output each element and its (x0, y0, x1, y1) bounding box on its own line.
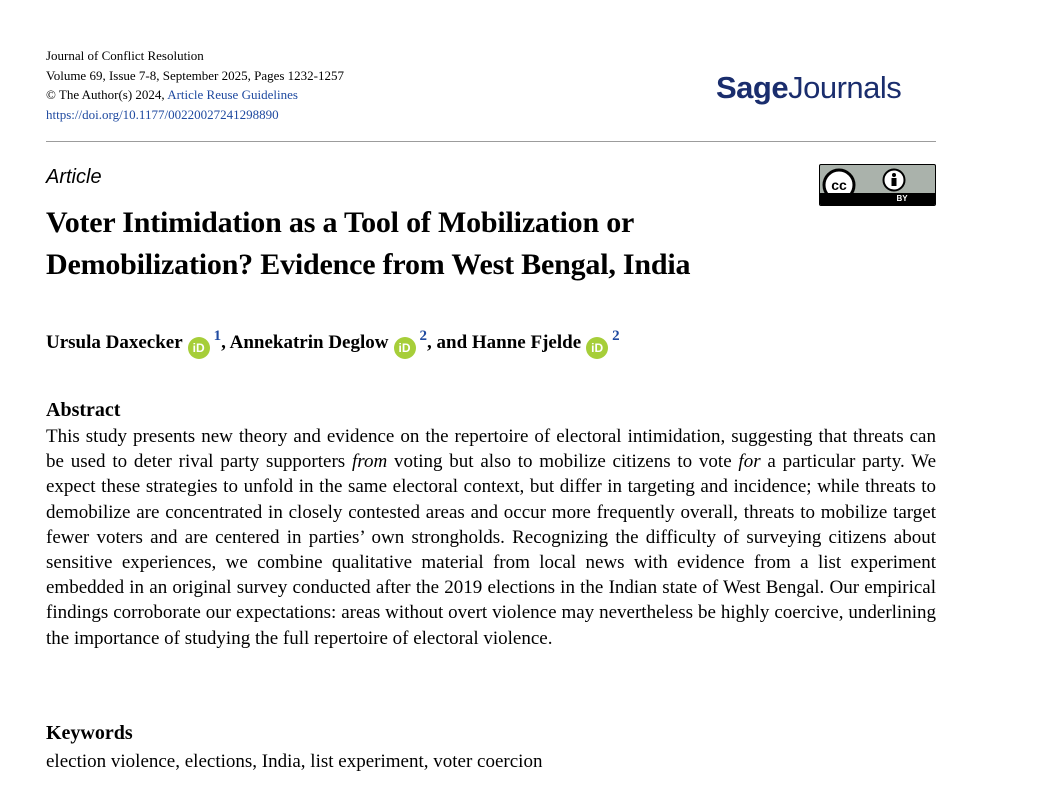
logo-sage: Sage (716, 70, 789, 105)
author-name[interactable]: Annekatrin Deglow (229, 332, 389, 353)
doi-link[interactable]: https://doi.org/10.1177/00220027241298890 (46, 106, 279, 122)
orcid-icon[interactable]: iD (586, 337, 608, 359)
abstract-part: voting but also to mobilize citizens to vote (387, 451, 739, 473)
keywords-heading: Keywords (46, 722, 133, 744)
orcid-icon[interactable]: iD (394, 337, 416, 359)
logo-journals: Journals (788, 70, 902, 105)
reuse-guidelines-link[interactable]: Article Reuse Guidelines (167, 87, 298, 102)
author-separator: , (221, 332, 230, 353)
orcid-icon[interactable]: iD (188, 337, 210, 359)
cc-by-license-badge[interactable] (819, 164, 936, 206)
svg-text:cc: cc (831, 177, 847, 193)
author-name[interactable]: Ursula Daxecker (46, 332, 183, 353)
volume-info: Volume 69, Issue 7-8, September 2025, Pages 1232-1257 (46, 67, 345, 83)
abstract-heading: Abstract (46, 399, 121, 421)
abstract-part: This study presents new theory and evidence on the repertoire of electoral intimidation, suggesting that threats can be used to deter rival party supporters (46, 426, 936, 473)
affiliation-marker[interactable]: 2 (419, 328, 427, 344)
author-name[interactable]: Hanne Fjelde (471, 332, 582, 353)
author-list (46, 328, 620, 359)
affiliation-marker[interactable]: 1 (213, 328, 222, 344)
abstract-text (46, 424, 936, 651)
sage-journals-logo[interactable] (716, 70, 901, 106)
header-divider (46, 141, 936, 142)
journal-meta (46, 46, 344, 124)
affiliation-marker[interactable]: 2 (612, 328, 620, 344)
keywords-list: election violence, elections, India, list experiment, voter coercion (46, 751, 543, 772)
copyright-line (46, 85, 344, 105)
abstract-emphasis: for (738, 451, 761, 473)
author-separator: , and (427, 332, 472, 353)
abstract-emphasis: from (351, 451, 388, 473)
abstract-part: a particular party. We expect these strategies to unfold in the same electoral context, but differ in targeting and incidence; while threats to demobilize are concentrated in closely contested areas and occur more frequently overall, threats to mobilize target fewer voters and are centered in parties’ own strongholds. Recognizing the difficulty of surveying citizens about sensitive experiences, we combine qualitative material from local news with evidence from a list experiment embedded in an original survey conducted after the 2019 elections in the Indian state of West Bengal. Our empirical findings corroborate our expectations: areas without overt violence may nevertheless be highly coercive, underlining the importance of studying the full repertoire of electoral violence. (46, 451, 937, 649)
article-title: Voter Intimidation as a Tool of Mobilization or Demobilization? Evidence from West Bengal, India (46, 206, 691, 281)
journal-name: Journal of Conflict Resolution (46, 48, 204, 63)
license-by-label: BY (896, 194, 908, 203)
article-type: Article (46, 166, 102, 188)
copyright-text: © The Author(s) 2024, (46, 87, 168, 102)
